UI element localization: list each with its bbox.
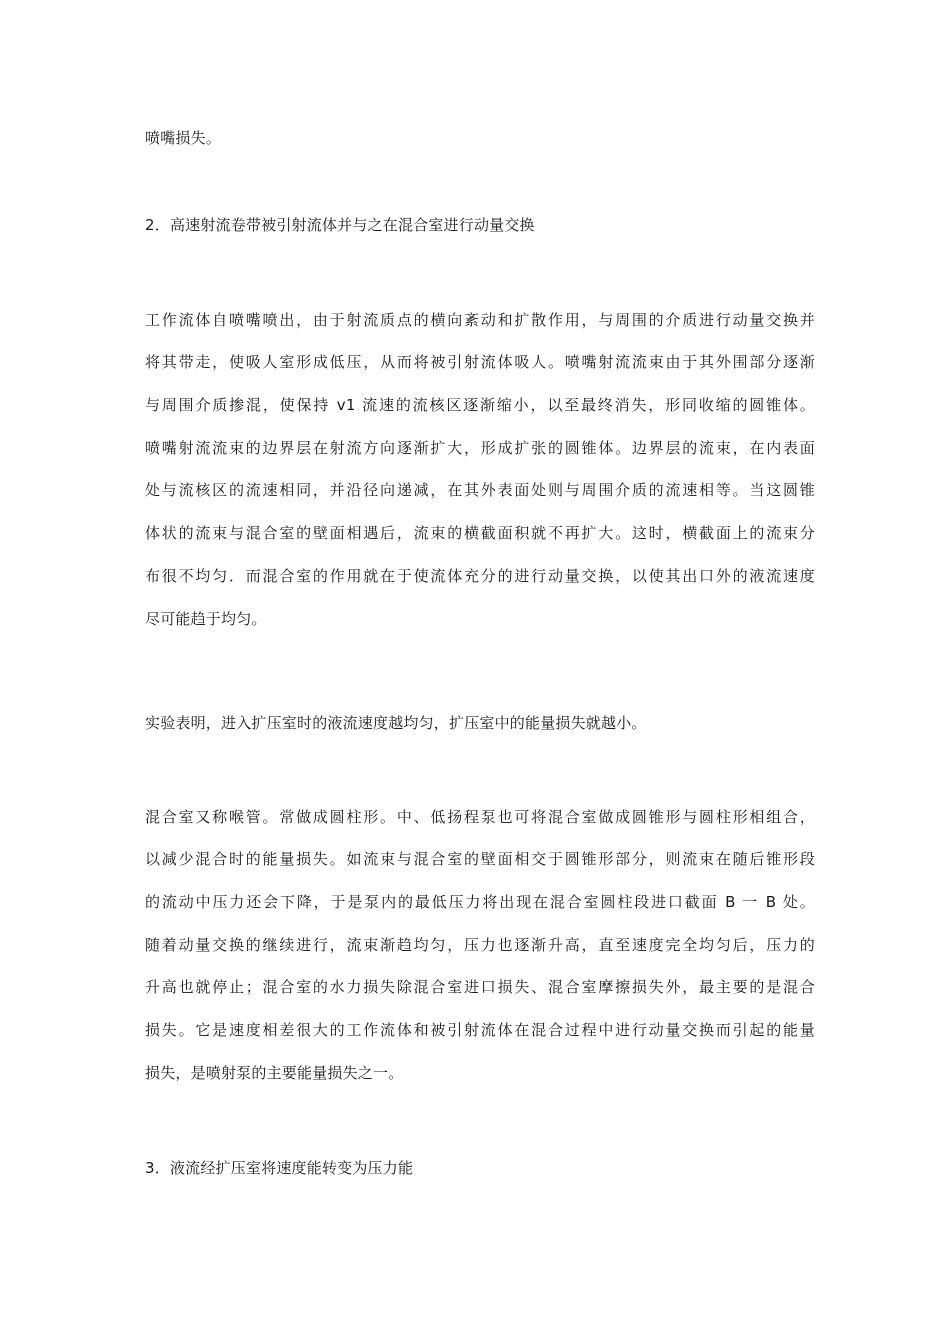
section-heading-3: 3．液流经扩压室将速度能转变为压力能 bbox=[145, 1159, 414, 1177]
paragraph-line: 处与流核区的流速相同，并沿径向递减，在其外表面处则与周围介质的流速相等。当这圆锥 bbox=[145, 481, 815, 499]
paragraph-line: 工作流体自喷嘴喷出，由于射流质点的横向紊动和扩散作用，与周围的介质进行动量交换并 bbox=[145, 311, 815, 329]
paragraph-line: 升高也就停止；混合室的水力损失除混合室进口损失、混合室摩擦损失外，最主要的是混合 bbox=[145, 978, 815, 996]
paragraph-line: 损失，是喷射泵的主要能量损失之一。 bbox=[145, 1064, 404, 1082]
paragraph-line: 混合室又称喉管。常做成圆柱形。中、低扬程泵也可将混合室做成圆锥形与圆柱形相组合， bbox=[145, 808, 815, 826]
paragraph-line: 损失。它是速度相差很大的工作流体和被引射流体在混合过程中进行动量交换而引起的能量 bbox=[145, 1021, 815, 1039]
paragraph-line: 以减少混合时的能量损失。如流束与混合室的壁面相交于圆锥形部分，则流束在随后锥形段 bbox=[145, 850, 815, 868]
paragraph-line: 随着动量交换的继续进行，流束渐趋均匀，压力也逐渐升高，直至速度完全均匀后，压力的 bbox=[145, 936, 815, 954]
paragraph-line: 体状的流束与混合室的壁面相遇后，流束的横截面积就不再扩大。这时，横截面上的流束分 bbox=[145, 524, 815, 542]
section-heading-2: 2．高速射流卷带被引射流体并与之在混合室进行动量交换 bbox=[145, 216, 535, 234]
paragraph-line: 尽可能趋于均匀。 bbox=[145, 610, 267, 628]
paragraph-line: 与周围介质掺混，使保持 v1 流速的流核区逐渐缩小，以至最终消失，形同收缩的圆锥体。 bbox=[145, 396, 815, 414]
paragraph-line: 喷嘴损失。 bbox=[145, 129, 222, 147]
paragraph-line: 将其带走，使吸人室形成低压，从而将被引射流体吸人。喷嘴射流流束由于其外围部分逐渐 bbox=[145, 353, 815, 371]
paragraph-line: 喷嘴射流流束的边界层在射流方向逐渐扩大，形成扩张的圆锥体。边界层的流束，在内表面 bbox=[145, 439, 815, 457]
paragraph-line: 实验表明，进入扩压室时的液流速度越均匀，扩压室中的能量损失就越小。 bbox=[145, 714, 647, 732]
paragraph-line: 布很不均匀．而混合室的作用就在于使流体充分的进行动量交换，以使其出口外的液流速度 bbox=[145, 567, 815, 585]
paragraph-line: 的流动中压力还会下降，于是泵内的最低压力将出现在混合室圆柱段进口截面 B 一 B 处。 bbox=[145, 893, 815, 911]
